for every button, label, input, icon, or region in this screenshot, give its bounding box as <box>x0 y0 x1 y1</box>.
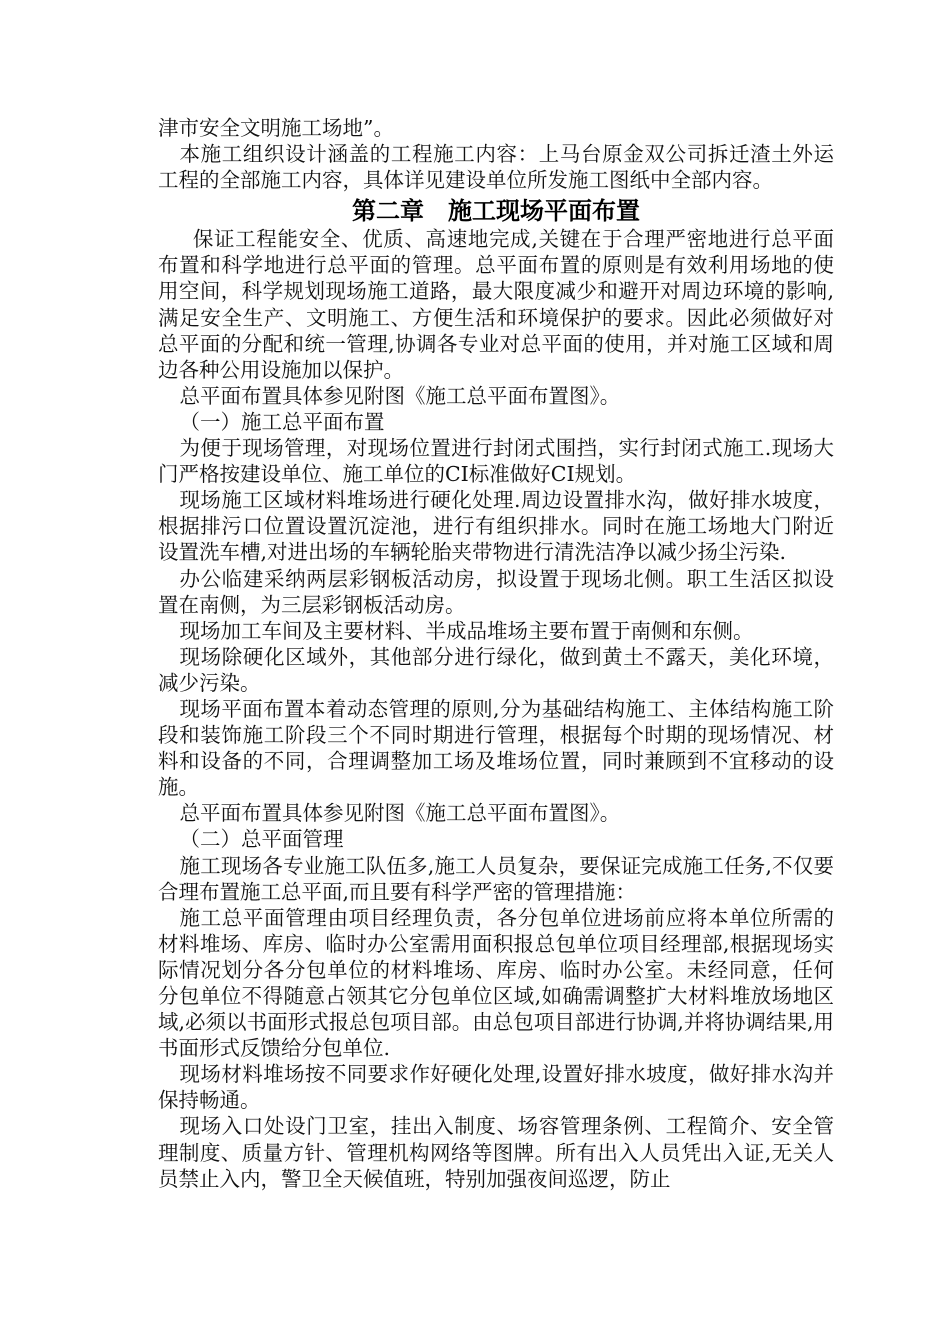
paragraph-11: 总平面布置具体参见附图《施工总平面布置图》。 <box>179 801 621 826</box>
paragraph-6: 现场施工区域材料堆场进行硬化处理.周边设置排水沟，做好排水坡度，根据排污口位置设置沉淀池，进行有组织排水。同时在施工场地大门附近设置洗车槽,对进出场的车辆轮胎夹带物进行清洗洁净以减少扬尘污染. <box>158 488 834 565</box>
paragraph-14: 现场材料堆场按不同要求作好硬化处理,设置好排水坡度，做好排水沟并保持畅通。 <box>158 1062 834 1113</box>
paragraph-12: 施工现场各专业施工队伍多,施工人员复杂，要保证完成施工任务,不仅要合理布置施工总平面,而且要有科学严密的管理措施： <box>158 853 834 904</box>
paragraph-15: 现场入口处设门卫室，挂出入制度、场容管理条例、工程简介、安全管理制度、质量方针、管理机构网络等图牌。所有出入人员凭出入证,无关人员禁止入内，警卫全天候值班，特别加强夜间巡逻，防止 <box>158 1114 834 1191</box>
paragraph-5: 为便于现场管理，对现场位置进行封闭式围挡，实行封闭式施工.现场大门严格按建设单位、施工单位的CI标准做好CI规划。 <box>158 436 834 487</box>
document-page <box>158 115 834 1192</box>
paragraph-9: 现场除硬化区域外，其他部分进行绿化，做到黄土不露天，美化环境，减少污染。 <box>158 644 834 695</box>
paragraph-10: 现场平面布置本着动态管理的原则,分为基础结构施工、主体结构施工阶段和装饰施工阶段三个不同时期进行管理，根据每个时期的现场情况、材料和设备的不同，合理调整加工场及堆场位置，同时兼顾到不宜移动的设施。 <box>158 696 834 800</box>
paragraph-4: 总平面布置具体参见附图《施工总平面布置图》。 <box>179 383 621 408</box>
paragraph-3: 保证工程能安全、优质、高速地完成,关键在于合理严密地进行总平面布置和科学地进行总平面的管理。总平面布置的原则是有效利用场地的使用空间，科学规划现场施工道路，最大限度减少和避开对周边环境的影响,满足安全生产、文明施工、方便生活和环境保护的要求。因此必须做好对总平面的分配和统一管理,协调各专业对总平面的使用，并对施工区域和周边各种公用设施加以保护。 <box>158 227 834 382</box>
chapter-heading: 第二章 施工现场平面布置 <box>352 197 640 226</box>
paragraph-1: 津市安全文明施工场地”。 <box>158 116 394 140</box>
paragraph-8: 现场加工车间及主要材料、半成品堆场主要布置于南侧和东侧。 <box>179 618 754 643</box>
paragraph-13: 施工总平面管理由项目经理负责，各分包单位进场前应将本单位所需的材料堆场、库房、临时办公室需用面积报总包单位项目经理部,根据现场实际情况划分各分包单位的材料堆场、库房、临时办公室。未经同意，任何分包单位不得随意占领其它分包单位区域,如确需调整扩大材料堆放场地区域,必须以书面形式报总包项目部。由总包项目部进行协调,并将协调结果,用书面形式反馈给分包单位. <box>158 905 834 1061</box>
paragraph-2: 本施工组织设计涵盖的工程施工内容：上马台原金双公司拆迁渣土外运工程的全部施工内容，具体详见建设单位所发施工图纸中全部内容。 <box>158 142 834 193</box>
section-heading-1: （一）施工总平面布置 <box>179 409 385 434</box>
paragraph-7: 办公临建采纳两层彩钢板活动房，拟设置于现场北侧。职工生活区拟设置在南侧，为三层彩钢板活动房。 <box>158 566 834 617</box>
section-heading-2: （二）总平面管理 <box>179 827 344 852</box>
